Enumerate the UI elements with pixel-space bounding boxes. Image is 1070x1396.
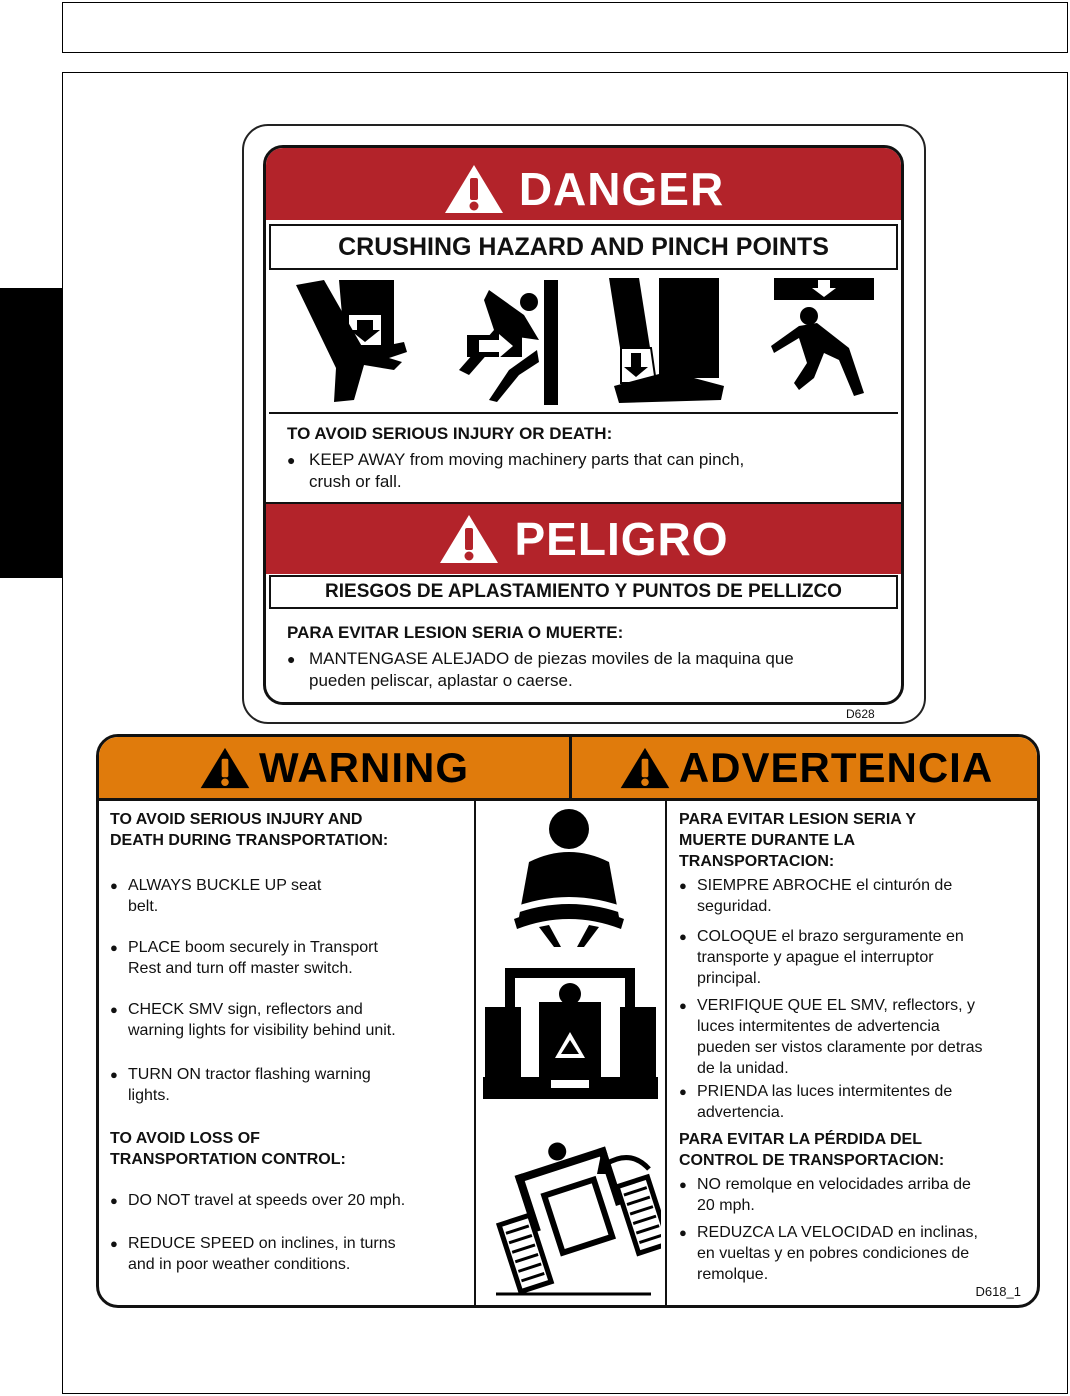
decal-code: D618_1 <box>975 1284 1021 1299</box>
seatbelt-operator-icon <box>499 807 639 952</box>
hazard-title-text: CRUSHING HAZARD AND PINCH POINTS <box>338 232 829 261</box>
es-heading: PARA EVITAR LESION SERIA Y <box>679 811 917 828</box>
en-bullet-line: Rest and turn off master switch. <box>128 960 353 977</box>
peligro-signal-word: PELIGRO <box>514 513 729 565</box>
page-header-box <box>62 2 1068 53</box>
en-bullet-line: PLACE boom securely in Transport <box>128 939 378 956</box>
es-bullet-line: advertencia. <box>697 1104 785 1121</box>
instruction-line: KEEP AWAY from moving machinery parts that can pinch, <box>309 450 745 469</box>
hand-crush-icon <box>294 280 414 405</box>
es-bullet-line: remolque. <box>697 1266 769 1283</box>
es-bullet: ● REDUZCA LA VELOCIDAD en inclinas, en vueltas y en pobres condiciones de remolque. <box>679 1224 978 1283</box>
advertencia-heading <box>572 737 1040 798</box>
es-avoid-heading: PARA EVITAR LESION SERIA O MUERTE: <box>287 623 624 642</box>
es-bullet: ● PRIENDA las luces intermitentes de advertencia. <box>679 1083 953 1121</box>
es-bullet-line: NO remolque en velocidades arriba de <box>697 1176 971 1193</box>
danger-heading <box>266 156 901 222</box>
en-bullet-line: lights. <box>128 1087 170 1104</box>
en-bullet: ● PLACE boom securely in Transport Rest and turn off master switch. <box>110 939 378 977</box>
es-bullet: ● VERIFIQUE QUE EL SMV, reflectors, y luces intermitentes de advertencia pueden ser vistos claramente por detras de la unidad. <box>679 997 983 1077</box>
warning-english-column <box>110 809 470 1275</box>
warning-decal <box>96 734 1040 1308</box>
en-bullet: ● TURN ON tractor flashing warning lights. <box>110 1066 371 1104</box>
tractor-rollover-icon <box>491 1129 661 1301</box>
es-bullet-line: REDUZCA LA VELOCIDAD en inclinas, <box>697 1224 978 1241</box>
en-heading: TRANSPORTATION CONTROL: <box>110 1151 346 1168</box>
es-bullet-line: seguridad. <box>697 898 772 915</box>
es-hazard-title-text: RIESGOS DE APLASTAMIENTO Y PUNTOS DE PELLIZCO <box>325 581 842 602</box>
alert-triangle-icon <box>619 746 671 790</box>
es-bullet-line: VERIFIQUE QUE EL SMV, reflectors, y <box>697 997 975 1014</box>
en-bullet-line: CHECK SMV sign, reflectors and <box>128 1001 363 1018</box>
en-bullet: ● DO NOT travel at speeds over 20 mph. <box>110 1192 406 1209</box>
en-bullet-line: DO NOT travel at speeds over 20 mph. <box>128 1192 406 1209</box>
es-heading: CONTROL DE TRANSPORTACION: <box>679 1152 945 1169</box>
danger-instructions <box>269 414 898 500</box>
en-bullet: ● REDUCE SPEED on inclines, in turns and in poor weather conditions. <box>110 1235 396 1273</box>
es-instruction-line: MANTENGASE ALEJADO de piezas moviles de la maquina que <box>309 649 794 668</box>
en-bullet-line: and in poor weather conditions. <box>128 1256 351 1273</box>
column-divider <box>474 801 476 1305</box>
es-bullet-line: 20 mph. <box>697 1197 755 1214</box>
es-bullet-line: de la unidad. <box>697 1060 789 1077</box>
en-bullet-line: TURN ON tractor flashing warning <box>128 1066 371 1083</box>
es-heading: PARA EVITAR LA PÉRDIDA DEL <box>679 1131 922 1148</box>
es-bullet-line: PRIENDA las luces intermitentes de <box>697 1083 953 1100</box>
en-bullet-line: ALWAYS BUCKLE UP seat <box>128 877 322 894</box>
instruction-item: ● KEEP AWAY from moving machinery parts that can pinch, crush or fall. <box>287 450 745 491</box>
en-heading: DEATH DURING TRANSPORTATION: <box>110 832 389 849</box>
alert-triangle-icon <box>438 513 500 565</box>
en-bullet-line: belt. <box>128 898 159 915</box>
warning-heading <box>99 737 569 798</box>
es-bullet-line: principal. <box>697 970 762 987</box>
peligro-instructions <box>269 611 898 703</box>
danger-signal-word: DANGER <box>518 163 725 215</box>
falling-load-icon <box>769 278 879 408</box>
warning-spanish-column <box>679 809 1040 1285</box>
es-bullet-line: pueden ser vistos claramente por detras <box>697 1039 983 1056</box>
en-heading: TO AVOID LOSS OF <box>110 1130 260 1147</box>
instruction-line: crush or fall. <box>309 472 402 491</box>
es-heading: TRANSPORTACION: <box>679 853 835 870</box>
es-bullet: ● COLOQUE el brazo serguramente en transporte y apague el interruptor principal. <box>679 928 964 987</box>
peligro-heading <box>266 506 901 572</box>
decal-code: D628 <box>846 707 875 721</box>
es-bullet: ● NO remolque en velocidades arriba de 20 mph. <box>679 1176 971 1214</box>
tractor-rear-smv-icon <box>483 962 658 1107</box>
foot-crush-icon <box>599 278 729 408</box>
es-bullet-line: en vueltas y en pobres condiciones de <box>697 1245 970 1262</box>
advertencia-signal-word: ADVERTENCIA <box>678 743 994 791</box>
es-instruction-line: pueden peliscar, aplastar o caerse. <box>309 671 573 690</box>
en-bullet-line: warning lights for visibility behind unit. <box>128 1022 396 1039</box>
alert-triangle-icon <box>199 746 251 790</box>
es-bullet-line: luces intermitentes de advertencia <box>697 1018 940 1035</box>
en-bullet: ● CHECK SMV sign, reflectors and warning lights for visibility behind unit. <box>110 1001 396 1039</box>
section-side-tab <box>0 288 63 578</box>
hazard-pictograms <box>269 272 898 414</box>
en-bullet-line: REDUCE SPEED on inclines, in turns <box>128 1235 396 1252</box>
es-heading: MUERTE DURANTE LA <box>679 832 855 849</box>
es-hazard-title <box>269 575 898 609</box>
body-pinch-icon <box>449 280 569 405</box>
danger-decal <box>263 145 904 705</box>
es-instruction-item: ● MANTENGASE ALEJADO de piezas moviles de la maquina que pueden peliscar, aplastar o caerse. <box>287 649 794 690</box>
hazard-title <box>269 224 898 270</box>
es-bullet-line: SIEMPRE ABROCHE el cinturón de <box>697 877 953 894</box>
warning-signal-word: WARNING <box>259 743 469 791</box>
alert-triangle-icon <box>443 163 505 215</box>
es-bullet: ● SIEMPRE ABROCHE el cinturón de seguridad. <box>679 877 953 915</box>
es-bullet-line: COLOQUE el brazo serguramente en <box>697 928 964 945</box>
es-bullet-line: transporte y apague el interruptor <box>697 949 934 966</box>
en-bullet: ● ALWAYS BUCKLE UP seat belt. <box>110 877 322 915</box>
avoid-heading: TO AVOID SERIOUS INJURY OR DEATH: <box>287 424 613 443</box>
en-heading: TO AVOID SERIOUS INJURY AND <box>110 811 363 828</box>
column-divider <box>665 801 667 1305</box>
